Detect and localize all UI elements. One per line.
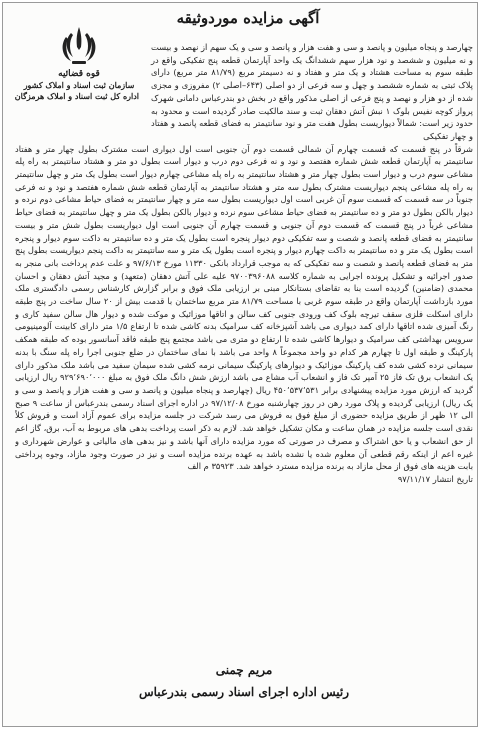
publish-date: تاریخ انتشار ۹۷/۱۱/۱۷	[397, 473, 473, 484]
notice-body	[15, 41, 473, 596]
notice-paragraph-details: شرقاً در پنج قسمت که قسمت چهارم آن شمالی قسمت دوم آن جنوبی است اول دیواری است مشترک بطول چهار متر و هفتاد سانتیمتر به آپارتمان قطعه شش شماره هفتصد و نود و نه فرعی دوم درب و دیوار است بطول دو متر و هشتاد سانتیمتر به راه پله مشاعی سوم درب و دیوار است بطول چهار متر و هشتاد سانتیمتر به راه پله مشاعی چهارم دیوار است بطول یک متر و چهل سانتیمتر به راه پله مشاعی پنجم دیواریست مشترک بطول سه متر و هشتاد سانتیمتر به آپارتمان قطعه شش شماره هفتصد و نود و نه فرعی جنوباً در سه قسمت که قسمت سوم آن غربی است اول دیواریست بطول سه متر و چهار سانتیمتر به فضای حیاط مشاعی دوم نرده و دیوار بالکن بطول دو متر و ده سانتیمتر به فضای حیاط مشاعی سوم نرده و دیوار بالکن بطول یک متر و چهل سانتیمتر به فضای حیاط مشاعی غرباً در پنج قسمت که قسمت دوم آن جنوبی و قسمت چهارم آن جنوبی است اول دیواریست بطول شش متر و بیست سانتیمتر به فضای قطعه پانصد و شصت و سه تفکیکی دوم دیوار پنجره است بطول یک متر و ده سانتیمتر به داکت سوم دیوار و پنجره است بطول یک متر و ده سانتیمتر به داکت چهارم دیوار و پنجره است بطول یک متر و سه سانتیمتر به داکت پنجم دیواریست بطول پنج متر به فضای قطعه پانصد و شصت و سه تفکیکی که به موجب قرارداد بانکی ۱۱۳۳۰ مورخ ۹۷/۶/۱۳ و علت عدم پرداخت بانی منجر به صدور اجرائیه و تشکیل پرونده اجرایی به شماره کلاسه ۹۷۰۰۳۹۶۰۸۸ علیه علی آتش دهقان (متعهد) و مجید آتش دهقان و احسان محمدی (ضامنین) گردیده است بنا به تقاضای بستانکار مبنی بر ارزیابی ملک فوق و برابر گزارش کارشناس رسمی دادگستری ملک مورد بازداشت آپارتمان واقع در طبقه سوم غربی با مساحت ۸۱/۷۹ متر مربع ساختمان با قدمت بیش از ۲۰ سال ساخت در پنج طبقه دارای اسکلت فلزی سقف تیرچه بلوک کف ورودی جنوبی کف سالن و اتاقها موزائیک و موکت شده و دیوار هال سالن سفید کاری و رنگ آمیزی شده اتاقها دارای کمد دیواری می باشد آشپزخانه کف سرامیک بدنه کاشی شده تا ارتفاع ۱/۵ متر دارای کابینت آلومینیومی سرویس بهداشتی کف سرامیک و دیوارها کاشی شده تا ارتفاع دو متری می باشد مجتمع پنج طبقه فاقد آسانسور بوده که طبقه همکف پارکینگ و طبقه اول تا چهارم هر کدام دو واحد مجموعاً ۸ واحد می باشد با نمای ساختمان در ضلع جنوبی اجرا راه پله سنگ با بدنه سیمانی نرده کشی شده کف پارکینگ موزائیک و دیوارهای پارکینگ سیمانی نرمه کشی شده سیمان سفید می باشد ملک مذکور دارای یک انشعاب برق تک فاز ۲۵ آمپر تک فاز و انشعاب آب مشاع می باشد ارزش شش دانگ ملک فوق به مبلغ ۹۲۹٬۶۹۰٬۰۰۰ ریال ارزیابی گردید که ارزش مورد مزایده پیشنهادی برابر ۴۵۰٬۵۳۷٬۵۳۱ ریال (چهارصد و پنجاه میلیون و پانصد و سی و هفت هزار و پانصد و سی و یک ریال) ارزیابی گردیده و پلاک مورد رهن در روز چهارشنبه مورخ ۹۷/۱۲/۰۸ در اداره اجرای اسناد رسمی بندرعباس از ساعت ۹ صبح الی ۱۲ ظهر از طریق مزایده حضوری از مبلغ فوق به فروش می رسد شرکت در جلسه مزایده برای عموم آزاد است و فروش کلاً نقدی است جلسه مزایده در همان ساعت و مکان تشکیل خواهد شد. لازم به ذکر است پرداخت بدهی های مربوط به آب، برق، گاز اعم از حق انشعاب و یا حق اشتراک و مصرف در صورتی که مورد مزایده دارای آنها باشد و نیز بدهی های مالیاتی و عوارض شهرداری و غیره اعم از اینکه رقم قطعی آن معلوم شده یا نشده باشد به عهده برنده مزایده است و نیز در صورت وجود مازاد، وجوه پرداختی بابت هزینه های فوق از محل مازاد به برنده مزایده مسترد خواهد شد. ۳۵۹۲۳ م الف	[15, 143, 473, 472]
notice-title: آگهی مزایده موردوثیقه	[176, 9, 320, 27]
notice-paragraph-main	[15, 143, 473, 486]
org-line-judiciary: قوه قضائیه	[58, 69, 100, 79]
notice-frame	[2, 2, 478, 727]
signatory-title: رئیس اداره اجرای اسناد رسمی بندرعباس	[138, 685, 350, 699]
org-line-provincial: اداره کل ثبت اسناد و املاک هرمزگان	[14, 91, 139, 101]
signatory-name: مریم چمنی	[215, 663, 273, 677]
notice-paragraph-intro: چهارصد و پنجاه میلیون و پانصد و سی و هفت هزار و پانصد و سی و یک سهم از نهصد و بیست و نه میلیون و ششصد و نود هزار سهم ششدانگ یک واحد آپارتمان قطعه پنج تفکیکی واقع در طبقه سوم به مساحت هشتاد و یک متر و هفتاد و نه دسیمتر مربع (۸۱/۷۹ متر مربع) دارای پلاک ثبتی به شماره ششصد و چهل و سه فرعی از دو اصلی (۶۴۳–اصلی ۲) مفروزی و مجزی شده از دو هزار و نهصد و پنج فرعی از اصلی مذکور واقع در بخش دو بندرعباس دامانی شهرک پرواز کوچه نفیس بلوک ۱ نبش آتش دهقان ثبت و سند مالکیت صادر گردیده است و محدود به حدود زیر است: شمالاً دیواریست بطول هفت متر و نود سانتیمتر به فضای قطعه پانصد و هفتاد و چهار تفکیکی	[151, 42, 473, 141]
org-line-registry: سازمان ثبت اسناد و املاک کشور	[23, 80, 135, 90]
